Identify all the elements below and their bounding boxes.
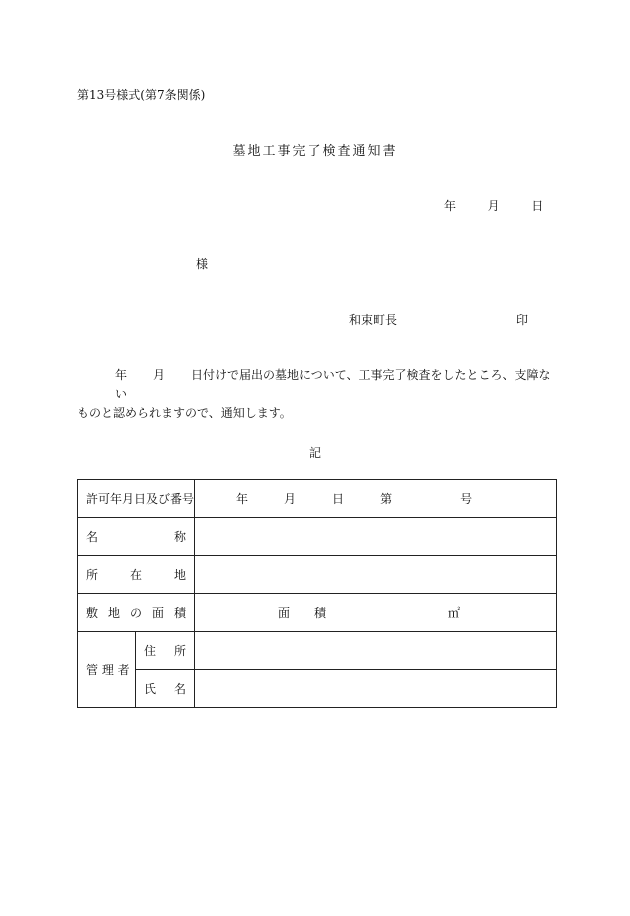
date-year: 年 [444,199,457,213]
location-label: 所 在 地 [78,556,195,594]
location-value-cell[interactable] [195,556,557,594]
date-month: 月 [487,199,500,213]
body-month: 月 [153,368,166,382]
permit-value-cell[interactable] [195,480,557,518]
permit-day: 日 [332,492,345,506]
permit-year: 年 [236,492,249,506]
address-value-cell[interactable] [195,632,557,670]
date-line [444,197,543,214]
ki-heading: 記 [308,446,321,460]
manager-name-row [78,670,557,708]
permit-go: 号 [460,492,473,506]
area-value-label: 面 積 [278,606,327,620]
person-name-label: 氏 名 [136,670,195,708]
area-label: 敷 地 の 面 積 [78,594,195,632]
body-year: 年 [115,368,128,382]
seal-mark: 印 [516,313,529,327]
document-title: 墓地工事完了検査通知書 [232,144,398,159]
date-day: 日 [531,199,544,213]
manager-label: 管 理 者 [78,632,136,708]
area-unit: ㎡ [448,606,461,620]
permit-dai: 第 [380,492,393,506]
area-row [78,594,557,632]
issuer-name: 和束町長 [349,313,398,327]
body-line-1: 日付けで届出の墓地について、工事完了検査をしたところ、支障ない [115,368,551,401]
permit-row [78,480,557,518]
info-table [77,479,557,708]
name-label: 名 称 [78,518,195,556]
manager-address-row [78,632,557,670]
address-label: 住 所 [136,632,195,670]
addressee-suffix: 様 [196,257,209,271]
permit-label: 許可年月日及び番号 [78,480,195,518]
body-line-2: ものと認められますので、通知します。 [77,406,292,420]
form-number: 第13号様式(第7条関係) [77,88,206,102]
name-value-cell[interactable] [195,518,557,556]
permit-month: 月 [284,492,297,506]
area-value-cell[interactable] [195,594,557,632]
person-name-value-cell[interactable] [195,670,557,708]
name-row [78,518,557,556]
body-text [77,366,557,423]
location-row [78,556,557,594]
